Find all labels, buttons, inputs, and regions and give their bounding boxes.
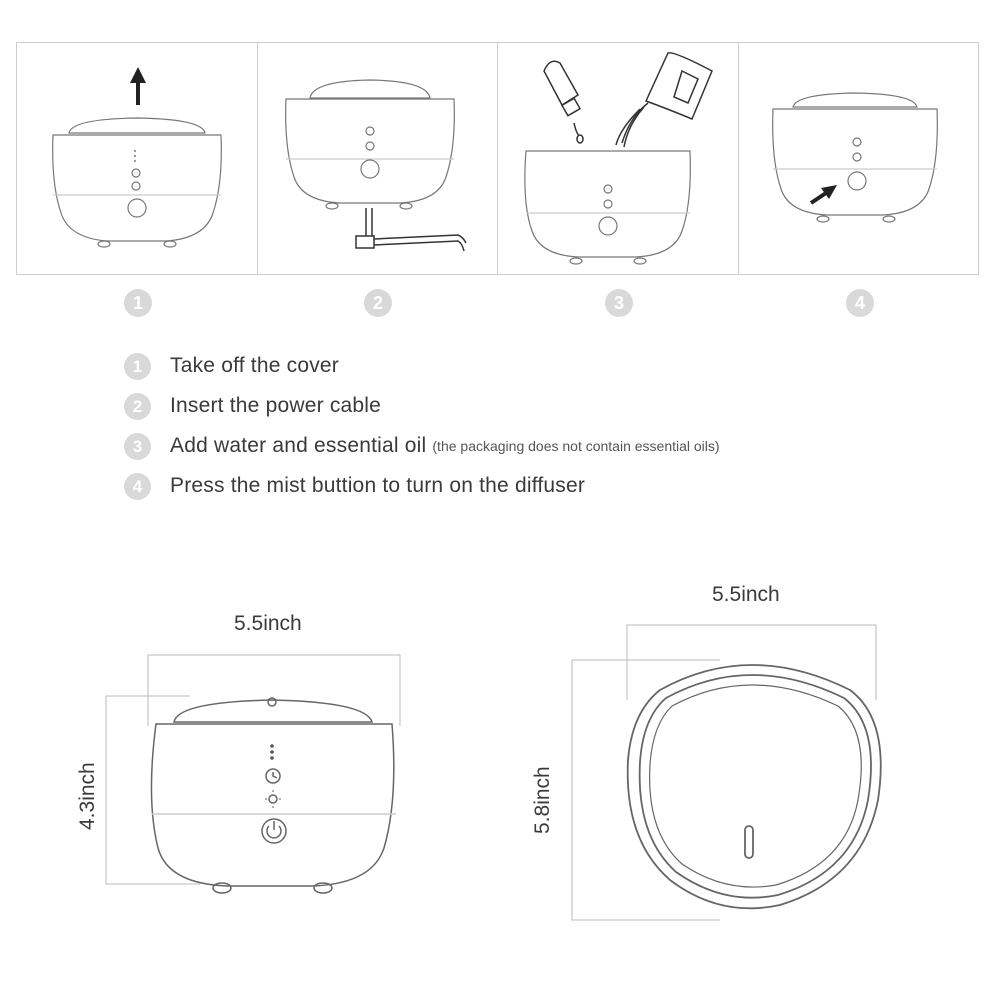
step-text: Add water and essential oil xyxy=(170,434,427,457)
step-note: (the packaging does not contain essential oils) xyxy=(432,438,720,454)
step-number: 1 xyxy=(124,353,151,380)
front-view-diffuser xyxy=(151,698,396,893)
panel-number-4: 4 xyxy=(846,289,874,317)
top-depth-label: 5.8inch xyxy=(531,766,554,834)
front-height-label: 4.3inch xyxy=(76,762,99,830)
step-text: Take off the cover xyxy=(170,354,339,377)
step-text: Insert the power cable xyxy=(170,394,382,417)
panel-number-1: 1 xyxy=(124,289,152,317)
panel-number-2: 2 xyxy=(364,289,392,317)
top-view-diffuser xyxy=(628,665,881,908)
panel-number-3: 3 xyxy=(605,289,633,317)
step-number: 4 xyxy=(124,473,151,500)
top-width-label: 5.5inch xyxy=(712,583,780,606)
step-text: Press the mist buttion to turn on the diffuser xyxy=(170,474,586,497)
front-width-label: 5.5inch xyxy=(234,612,302,635)
step-number: 3 xyxy=(124,433,151,460)
step-number: 2 xyxy=(124,393,151,420)
